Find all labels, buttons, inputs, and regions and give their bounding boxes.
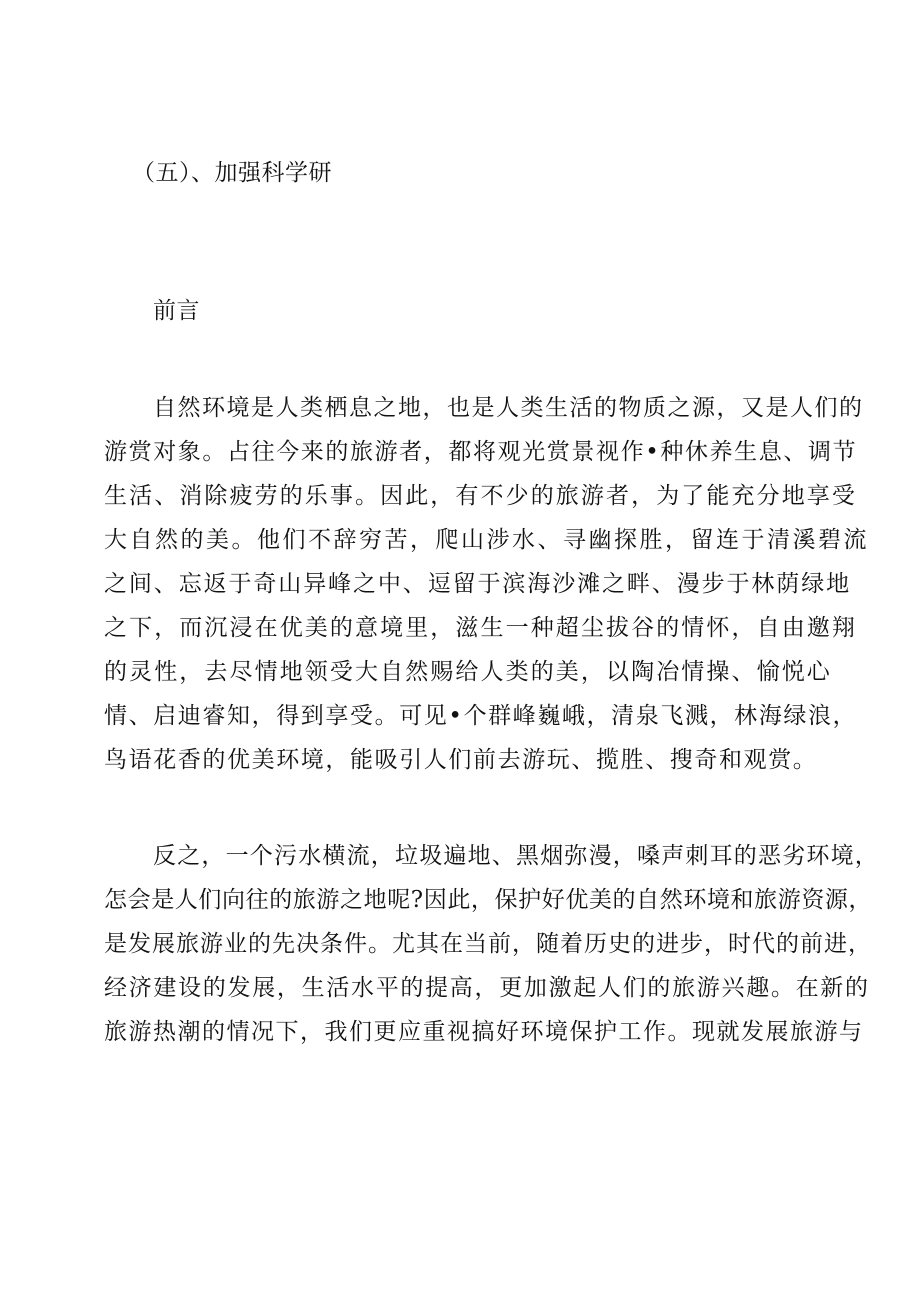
paragraph-2-line: 是发展旅游业的先决条件。尤其在当前，随着历史的进步，时代的前进， <box>104 931 872 957</box>
paragraph-2-line: 反之，一个污水横流，垃圾遍地、黑烟弥漫，嗓声刺耳的恶劣环境， <box>153 843 879 869</box>
paragraph-1-line: 的灵性，去尽情地领受大自然赐给人类的美，以陶冶情操、愉悦心 <box>104 659 832 685</box>
paragraph-1-line: 自然环境是人类栖息之地，也是人类生活的物质之源，又是人们的 <box>153 395 864 421</box>
paragraph-1-line: 情、启迪睿知，得到享受。可见•个群峰巍峨，清泉飞溅，林海绿浪， <box>104 703 858 729</box>
paragraph-1-line: 鸟语花香的优美环境，能吸引人们前去游玩、揽胜、搜奇和观赏。 <box>104 747 818 773</box>
section-heading: （五）、加强科学研 <box>132 160 332 186</box>
paragraph-2-line: 经济建设的发展，生活水平的提高，更加激起人们的旅游兴趣。在新的 <box>104 975 870 1001</box>
paragraph-2-line: 旅游热潮的情况下，我们更应重视搞好环境保护工作。现就发展旅游与 <box>104 1019 864 1045</box>
paragraph-1-line: 生活、消除疲劳的乐事。因此，有不少的旅游者，为了能充分地享受 <box>104 483 857 509</box>
paragraph-1-line: 之间、忘返于奇山异峰之中、逗留于滨海沙滩之畔、漫步于林荫绿地 <box>104 571 851 597</box>
paragraph-2-line: 怎会是人们向往的旅游之地呢?因此，保护好优美的自然环境和旅游资源， <box>104 887 873 913</box>
paragraph-1-line: 大自然的美。他们不辞穷苦，爬山涉水、寻幽探胜，留连于清溪碧流 <box>104 527 869 553</box>
paragraph-1-line: 游赏对象。占往今来的旅游者，都将观光赏景视作•种休养生息、调节 <box>104 439 858 465</box>
paragraph-1-line: 之下，而沉浸在优美的意境里，滋生一种超尘拔谷的情怀，自由邀翔 <box>104 615 857 641</box>
subheading-preface: 前言 <box>153 298 200 324</box>
